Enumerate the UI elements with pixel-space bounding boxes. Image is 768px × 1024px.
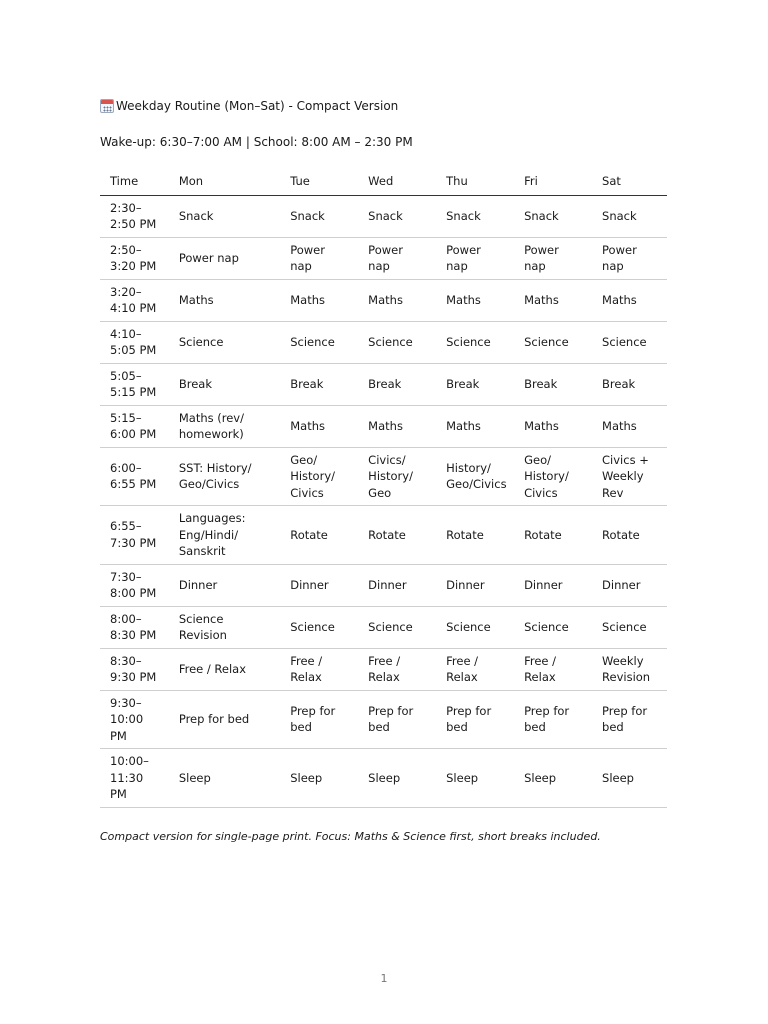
activity-cell: Break bbox=[436, 363, 514, 405]
activity-cell: Prep for bed bbox=[358, 690, 436, 749]
document-title-text: Weekday Routine (Mon–Sat) - Compact Version bbox=[116, 99, 399, 113]
activity-cell: Sleep bbox=[280, 749, 358, 808]
activity-cell: Power nap bbox=[358, 237, 436, 279]
table-row bbox=[100, 321, 667, 363]
activity-cell: Break bbox=[169, 363, 280, 405]
activity-cell: Maths bbox=[358, 405, 436, 447]
table-body bbox=[100, 195, 667, 807]
time-cell: 6:00–6:55 PM bbox=[100, 447, 169, 506]
activity-cell: Rotate bbox=[514, 506, 592, 565]
schedule-meta: Wake-up: 6:30–7:00 AM | School: 8:00 AM – 2:30 PM bbox=[100, 135, 413, 149]
time-cell: 2:50–3:20 PM bbox=[100, 237, 169, 279]
activity-cell: Free / Relax bbox=[358, 648, 436, 690]
column-header-sat: Sat bbox=[592, 168, 667, 195]
table-row bbox=[100, 606, 667, 648]
activity-cell: Maths bbox=[592, 405, 667, 447]
document-title bbox=[100, 97, 398, 115]
activity-cell: Snack bbox=[169, 195, 280, 237]
activity-cell: Science bbox=[592, 321, 667, 363]
activity-cell: Power nap bbox=[592, 237, 667, 279]
table-row bbox=[100, 506, 667, 565]
column-header-fri: Fri bbox=[514, 168, 592, 195]
activity-cell: Break bbox=[280, 363, 358, 405]
activity-cell: Dinner bbox=[358, 564, 436, 606]
table-row bbox=[100, 447, 667, 506]
time-cell: 3:20–4:10 PM bbox=[100, 279, 169, 321]
activity-cell: Free / Relax bbox=[280, 648, 358, 690]
activity-cell: Science bbox=[280, 321, 358, 363]
activity-cell: Maths bbox=[514, 279, 592, 321]
activity-cell: Maths bbox=[280, 405, 358, 447]
activity-cell: Free / Relax bbox=[514, 648, 592, 690]
activity-cell: Maths bbox=[592, 279, 667, 321]
time-cell: 9:30–10:00 PM bbox=[100, 690, 169, 749]
time-cell: 5:05–5:15 PM bbox=[100, 363, 169, 405]
activity-cell: Free / Relax bbox=[436, 648, 514, 690]
activity-cell: Sleep bbox=[169, 749, 280, 808]
activity-cell: Prep for bed bbox=[436, 690, 514, 749]
table-row bbox=[100, 749, 667, 808]
table-header-row bbox=[100, 168, 667, 195]
time-cell: 7:30–8:00 PM bbox=[100, 564, 169, 606]
activity-cell: Sleep bbox=[592, 749, 667, 808]
activity-cell: Power nap bbox=[169, 237, 280, 279]
time-cell: 6:55–7:30 PM bbox=[100, 506, 169, 565]
activity-cell: Break bbox=[592, 363, 667, 405]
time-cell: 10:00–11:30 PM bbox=[100, 749, 169, 808]
activity-cell: Science bbox=[514, 606, 592, 648]
activity-cell: Science bbox=[436, 321, 514, 363]
activity-cell: Science bbox=[514, 321, 592, 363]
activity-cell: Science bbox=[436, 606, 514, 648]
activity-cell: Break bbox=[514, 363, 592, 405]
activity-cell: Power nap bbox=[514, 237, 592, 279]
activity-cell: History/ Geo/Civics bbox=[436, 447, 514, 506]
activity-cell: Free / Relax bbox=[169, 648, 280, 690]
activity-cell: Rotate bbox=[436, 506, 514, 565]
activity-cell: Sleep bbox=[358, 749, 436, 808]
activity-cell: Rotate bbox=[358, 506, 436, 565]
activity-cell: Science bbox=[169, 321, 280, 363]
activity-cell: Snack bbox=[592, 195, 667, 237]
activity-cell: Science bbox=[592, 606, 667, 648]
activity-cell: Maths bbox=[436, 405, 514, 447]
activity-cell: Power nap bbox=[436, 237, 514, 279]
table-row bbox=[100, 363, 667, 405]
time-cell: 8:30–9:30 PM bbox=[100, 648, 169, 690]
column-header-wed: Wed bbox=[358, 168, 436, 195]
activity-cell: Prep for bed bbox=[514, 690, 592, 749]
activity-cell: Maths bbox=[358, 279, 436, 321]
activity-cell: SST: History/ Geo/Civics bbox=[169, 447, 280, 506]
activity-cell: Maths (rev/ homework) bbox=[169, 405, 280, 447]
column-header-mon: Mon bbox=[169, 168, 280, 195]
activity-cell: Science bbox=[358, 606, 436, 648]
activity-cell: Geo/ History/ Civics bbox=[280, 447, 358, 506]
activity-cell: Snack bbox=[514, 195, 592, 237]
time-cell: 2:30–2:50 PM bbox=[100, 195, 169, 237]
column-header-thu: Thu bbox=[436, 168, 514, 195]
activity-cell: Power nap bbox=[280, 237, 358, 279]
time-cell: 4:10–5:05 PM bbox=[100, 321, 169, 363]
activity-cell: Science bbox=[280, 606, 358, 648]
column-header-time: Time bbox=[100, 168, 169, 195]
activity-cell: Prep for bed bbox=[592, 690, 667, 749]
time-cell: 8:00–8:30 PM bbox=[100, 606, 169, 648]
activity-cell: Science bbox=[358, 321, 436, 363]
activity-cell: Prep for bed bbox=[169, 690, 280, 749]
time-cell: 5:15–6:00 PM bbox=[100, 405, 169, 447]
activity-cell: Snack bbox=[436, 195, 514, 237]
calendar-icon bbox=[100, 99, 114, 113]
activity-cell: Maths bbox=[436, 279, 514, 321]
column-header-tue: Tue bbox=[280, 168, 358, 195]
activity-cell: Dinner bbox=[280, 564, 358, 606]
activity-cell: Dinner bbox=[169, 564, 280, 606]
page-number: 1 bbox=[380, 972, 388, 985]
activity-cell: Geo/ History/ Civics bbox=[514, 447, 592, 506]
activity-cell: Snack bbox=[358, 195, 436, 237]
activity-cell: Snack bbox=[280, 195, 358, 237]
activity-cell: Rotate bbox=[592, 506, 667, 565]
activity-cell: Maths bbox=[169, 279, 280, 321]
activity-cell: Rotate bbox=[280, 506, 358, 565]
activity-cell: Break bbox=[358, 363, 436, 405]
table-row bbox=[100, 405, 667, 447]
activity-cell: Maths bbox=[514, 405, 592, 447]
table-row bbox=[100, 195, 667, 237]
table-row bbox=[100, 237, 667, 279]
table-row bbox=[100, 279, 667, 321]
activity-cell: Dinner bbox=[436, 564, 514, 606]
activity-cell: Dinner bbox=[514, 564, 592, 606]
activity-cell: Dinner bbox=[592, 564, 667, 606]
footnote: Compact version for single-page print. Focus: Maths & Science first, short breaks included. bbox=[100, 830, 601, 843]
table-row bbox=[100, 648, 667, 690]
activity-cell: Sleep bbox=[436, 749, 514, 808]
activity-cell: Weekly Revision bbox=[592, 648, 667, 690]
activity-cell: Languages: Eng/Hindi/ Sanskrit bbox=[169, 506, 280, 565]
activity-cell: Maths bbox=[280, 279, 358, 321]
activity-cell: Science Revision bbox=[169, 606, 280, 648]
activity-cell: Civics + Weekly Rev bbox=[592, 447, 667, 506]
activity-cell: Prep for bed bbox=[280, 690, 358, 749]
activity-cell: Civics/ History/ Geo bbox=[358, 447, 436, 506]
routine-table bbox=[100, 168, 667, 808]
table-row bbox=[100, 690, 667, 749]
table-row bbox=[100, 564, 667, 606]
activity-cell: Sleep bbox=[514, 749, 592, 808]
